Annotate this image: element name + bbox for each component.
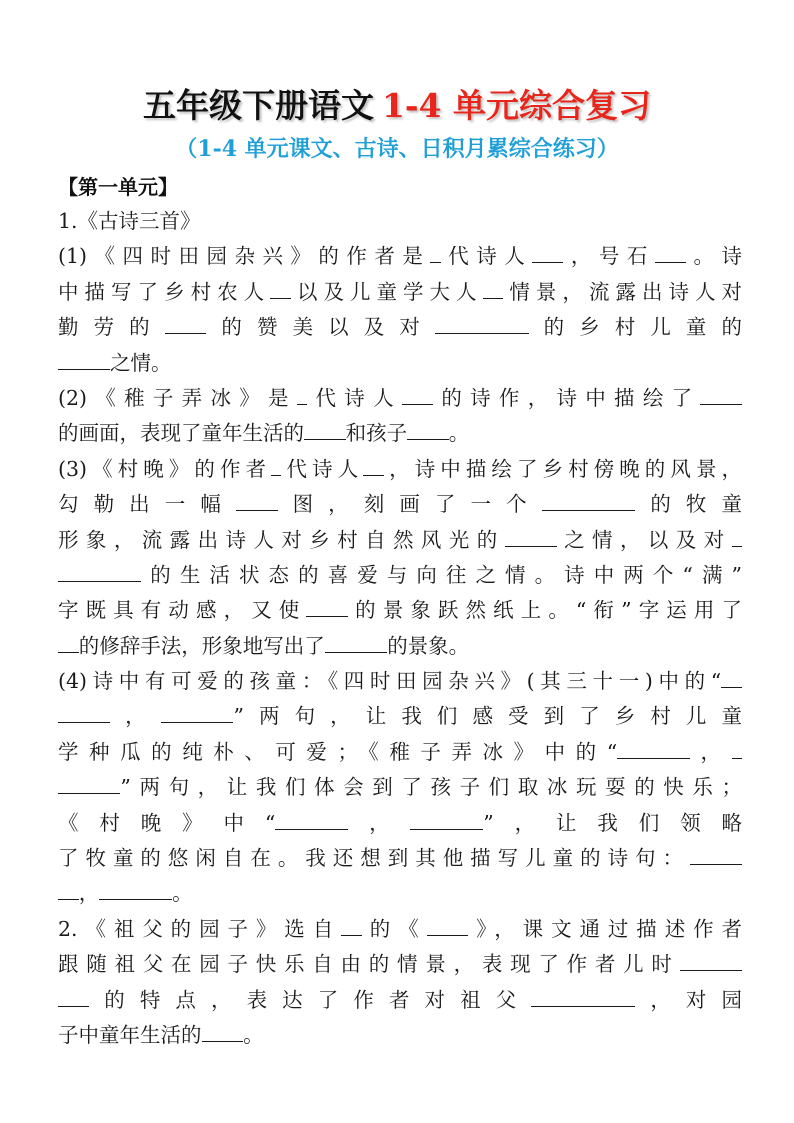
line-text: (3)《村晚》的作者 [58, 456, 272, 481]
answer-blank[interactable] [402, 403, 433, 405]
answer-blank[interactable] [304, 438, 346, 440]
title-accent: 1-4 单元综合复习 [381, 86, 652, 125]
answer-blank[interactable] [58, 651, 79, 653]
line-text: 学种瓜的纯朴、可爱；《稚子弄冰》中的“ [58, 739, 618, 764]
answer-blank[interactable] [532, 261, 563, 263]
text-line [58, 558, 742, 593]
line-text: (4)诗中有可爱的孩童：《四时田园杂兴》(其三十一)中的“ [58, 669, 722, 694]
answer-blank[interactable] [721, 686, 742, 688]
text-line [58, 947, 742, 982]
text-line [58, 664, 742, 699]
answer-blank[interactable] [271, 474, 281, 476]
answer-blank[interactable] [270, 297, 291, 299]
answer-blank[interactable] [58, 792, 120, 794]
section-heading: 【第一单元】 [58, 175, 178, 199]
answer-blank[interactable] [680, 969, 742, 971]
answer-blank[interactable] [435, 332, 529, 334]
text-line [58, 275, 742, 310]
answer-blank[interactable] [363, 474, 384, 476]
answer-blank[interactable] [505, 545, 557, 547]
line-text: 。 [243, 1022, 264, 1047]
line-text: 2.《祖父的园子》选自 [58, 916, 342, 941]
line-text: 的生活状态的喜爱与向往之情。诗中两个“满” [141, 562, 742, 587]
line-text: 的修辞手法，形象地写出了 [78, 633, 325, 658]
line-text: 《村晚》中“ [58, 810, 276, 835]
text-line [58, 346, 742, 381]
text-line [58, 593, 742, 628]
line-text: ”，让我们领略 [483, 810, 743, 835]
line-text: 的赞美以及对 [206, 315, 435, 340]
line-text: ， [690, 739, 732, 764]
line-text: 的景象跃然纸上。“衔”字运用了 [348, 598, 742, 623]
answer-blank[interactable] [165, 332, 207, 334]
line-text: 的景象。 [387, 633, 470, 658]
answer-blank[interactable] [732, 545, 742, 547]
line-text: 跟随祖父在园子快乐自由的情景，表现了作者儿时 [58, 952, 680, 977]
page-title [0, 84, 794, 128]
text-line [58, 806, 742, 841]
line-text: ，诗中描绘了乡村傍晚的风景， [384, 456, 743, 481]
line-text: 代诗人 [281, 456, 364, 481]
answer-blank[interactable] [690, 863, 742, 865]
line-text: 图，刻画了一个 [277, 492, 542, 517]
answer-blank[interactable] [325, 651, 387, 653]
line-text: ，对园 [635, 987, 743, 1012]
text-line [58, 239, 742, 274]
answer-blank[interactable] [427, 934, 469, 936]
line-text: 1.《古诗三首》 [58, 209, 201, 233]
line-text: 勤劳的 [58, 315, 165, 340]
text-line [58, 487, 742, 522]
line-text: ， [110, 704, 161, 729]
answer-blank[interactable] [407, 438, 449, 440]
line-text: 的牧童 [635, 492, 743, 517]
line-text: (2)《稚子弄冰》是 [58, 385, 297, 410]
line-text: 。诗 [686, 244, 743, 269]
text-line [58, 735, 742, 770]
text-line [58, 912, 742, 947]
line-text: (1)《四时田园杂兴》的作者是 [58, 244, 431, 269]
answer-blank[interactable] [58, 1005, 89, 1007]
text-line [58, 983, 742, 1018]
line-text: 代诗人 [440, 244, 533, 269]
line-text: ”两句，让我们感受到了乡村儿童 [233, 704, 742, 729]
line-text: 之情，以及对 [556, 527, 732, 552]
line-text: 和孩子 [345, 421, 408, 446]
line-text: 。 [172, 881, 193, 906]
line-text: ，号石 [563, 244, 655, 269]
line-text: 子中童年生活的 [58, 1022, 202, 1047]
page-subtitle: （1-4 单元课文、古诗、日积月累综合练习） [175, 136, 619, 162]
line-text: 》，课文通过描述作者 [468, 916, 743, 941]
line-text: ， [348, 810, 411, 835]
line-text: ， [78, 881, 100, 906]
answer-blank[interactable] [341, 934, 362, 936]
text-line [58, 699, 742, 734]
answer-blank[interactable] [58, 898, 79, 900]
answer-blank[interactable] [410, 828, 483, 830]
text-line [58, 452, 742, 487]
answer-blank[interactable] [202, 1040, 244, 1042]
answer-blank[interactable] [58, 368, 110, 370]
answer-blank[interactable] [617, 757, 690, 759]
line-text: 中描写了乡村农人 [58, 279, 271, 304]
line-text: 情景，流露出诗人对 [503, 279, 743, 304]
text-line [58, 876, 742, 911]
line-text: 的特点，表达了作者对祖父 [89, 987, 532, 1012]
answer-blank[interactable] [297, 403, 307, 405]
text-line [58, 841, 742, 876]
answer-blank[interactable] [58, 721, 110, 723]
line-text: 的诗作，诗中描绘了 [433, 385, 701, 410]
line-text: 形象，流露出诗人对乡村自然风光的 [58, 527, 505, 552]
text-line [58, 1018, 742, 1053]
answer-blank[interactable] [161, 721, 234, 723]
answer-blank[interactable] [655, 261, 686, 263]
line-text: 。 [448, 421, 470, 446]
exercise-body [58, 204, 742, 1053]
line-text: ”两句，让我们体会到了孩子们取冰玩耍的快乐； [120, 775, 742, 800]
answer-blank[interactable] [542, 509, 636, 511]
line-text: 以及儿童学大人 [290, 279, 483, 304]
text-line [58, 310, 742, 345]
answer-blank[interactable] [483, 297, 504, 299]
text-line [58, 770, 742, 805]
answer-blank[interactable] [275, 828, 348, 830]
answer-blank[interactable] [99, 898, 172, 900]
text-line [58, 523, 742, 558]
line-text: 的画面，表现了童年生活的 [58, 421, 304, 446]
line-text: 的《 [361, 916, 427, 941]
line-text: 字既具有动感，又使 [58, 598, 307, 623]
answer-blank[interactable] [732, 757, 742, 759]
answer-blank[interactable] [58, 580, 141, 582]
line-text: 之情。 [110, 350, 172, 375]
line-text: 了牧童的悠闲自在。我还想到其他描写儿童的诗句： [58, 846, 690, 871]
line-text: 勾勒出一幅 [58, 492, 236, 517]
title-main: 五年级下册语文 [142, 86, 374, 125]
text-line [58, 204, 742, 239]
line-text: 的乡村儿童的 [528, 315, 743, 340]
line-text: 代诗人 [307, 385, 402, 410]
text-line [58, 381, 742, 416]
answer-blank[interactable] [531, 1005, 635, 1007]
text-line [58, 416, 742, 451]
answer-blank[interactable] [430, 261, 440, 263]
text-line [58, 629, 742, 664]
answer-blank[interactable] [306, 615, 348, 617]
answer-blank[interactable] [236, 509, 278, 511]
answer-blank[interactable] [700, 403, 742, 405]
